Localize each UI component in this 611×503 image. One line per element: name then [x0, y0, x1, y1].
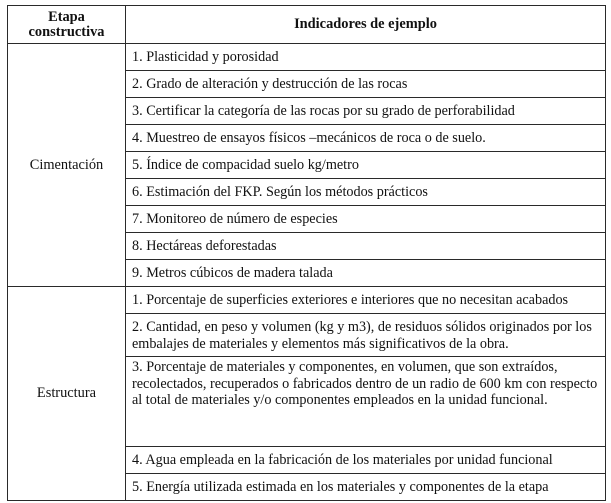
table-row [8, 44, 606, 71]
indicator-cell: 1. Porcentaje de superficies exteriores e interiores que no necesitan acabados [126, 287, 606, 314]
indicator-cell: 7. Monitoreo de número de especies [126, 206, 606, 233]
indicator-cell: 1. Plasticidad y porosidad [126, 44, 606, 71]
indicator-cell: 3. Porcentaje de materiales y componentes, en volumen, que son extraídos, recolectados, recuperados o fabricados dentro de un radio de 600 km con respecto al total de materiales y/o componentes empleados en la unidad funcional. [126, 357, 606, 447]
indicator-cell: 5. Energía utilizada estimada en los materiales y componentes de la etapa [126, 474, 606, 501]
indicator-cell: 6. Estimación del FKP. Según los métodos prácticos [126, 179, 606, 206]
indicator-cell: 5. Índice de compacidad suelo kg/metro [126, 152, 606, 179]
header-stage: Etapa constructiva [8, 6, 126, 44]
header-indicators: Indicadores de ejemplo [126, 6, 606, 44]
indicator-cell: 9. Metros cúbicos de madera talada [126, 260, 606, 287]
indicator-cell: 2. Cantidad, en peso y volumen (kg y m3), de residuos sólidos originados por los embalajes de materiales y elementos más significativos de la obra. [126, 314, 606, 357]
stage-cell-estructura: Estructura [8, 287, 126, 501]
indicator-cell: 8. Hectáreas deforestadas [126, 233, 606, 260]
table-row [8, 287, 606, 314]
indicator-cell: 2. Grado de alteración y destrucción de las rocas [126, 71, 606, 98]
indicator-cell: 4. Agua empleada en la fabricación de los materiales por unidad funcional [126, 447, 606, 474]
indicator-cell: 3. Certificar la categoría de las rocas por su grado de perforabilidad [126, 98, 606, 125]
indicators-table [7, 5, 606, 501]
header-row [8, 6, 606, 44]
indicator-cell: 4. Muestreo de ensayos físicos –mecánicos de roca o de suelo. [126, 125, 606, 152]
stage-cell-cimentacion: Cimentación [8, 44, 126, 287]
